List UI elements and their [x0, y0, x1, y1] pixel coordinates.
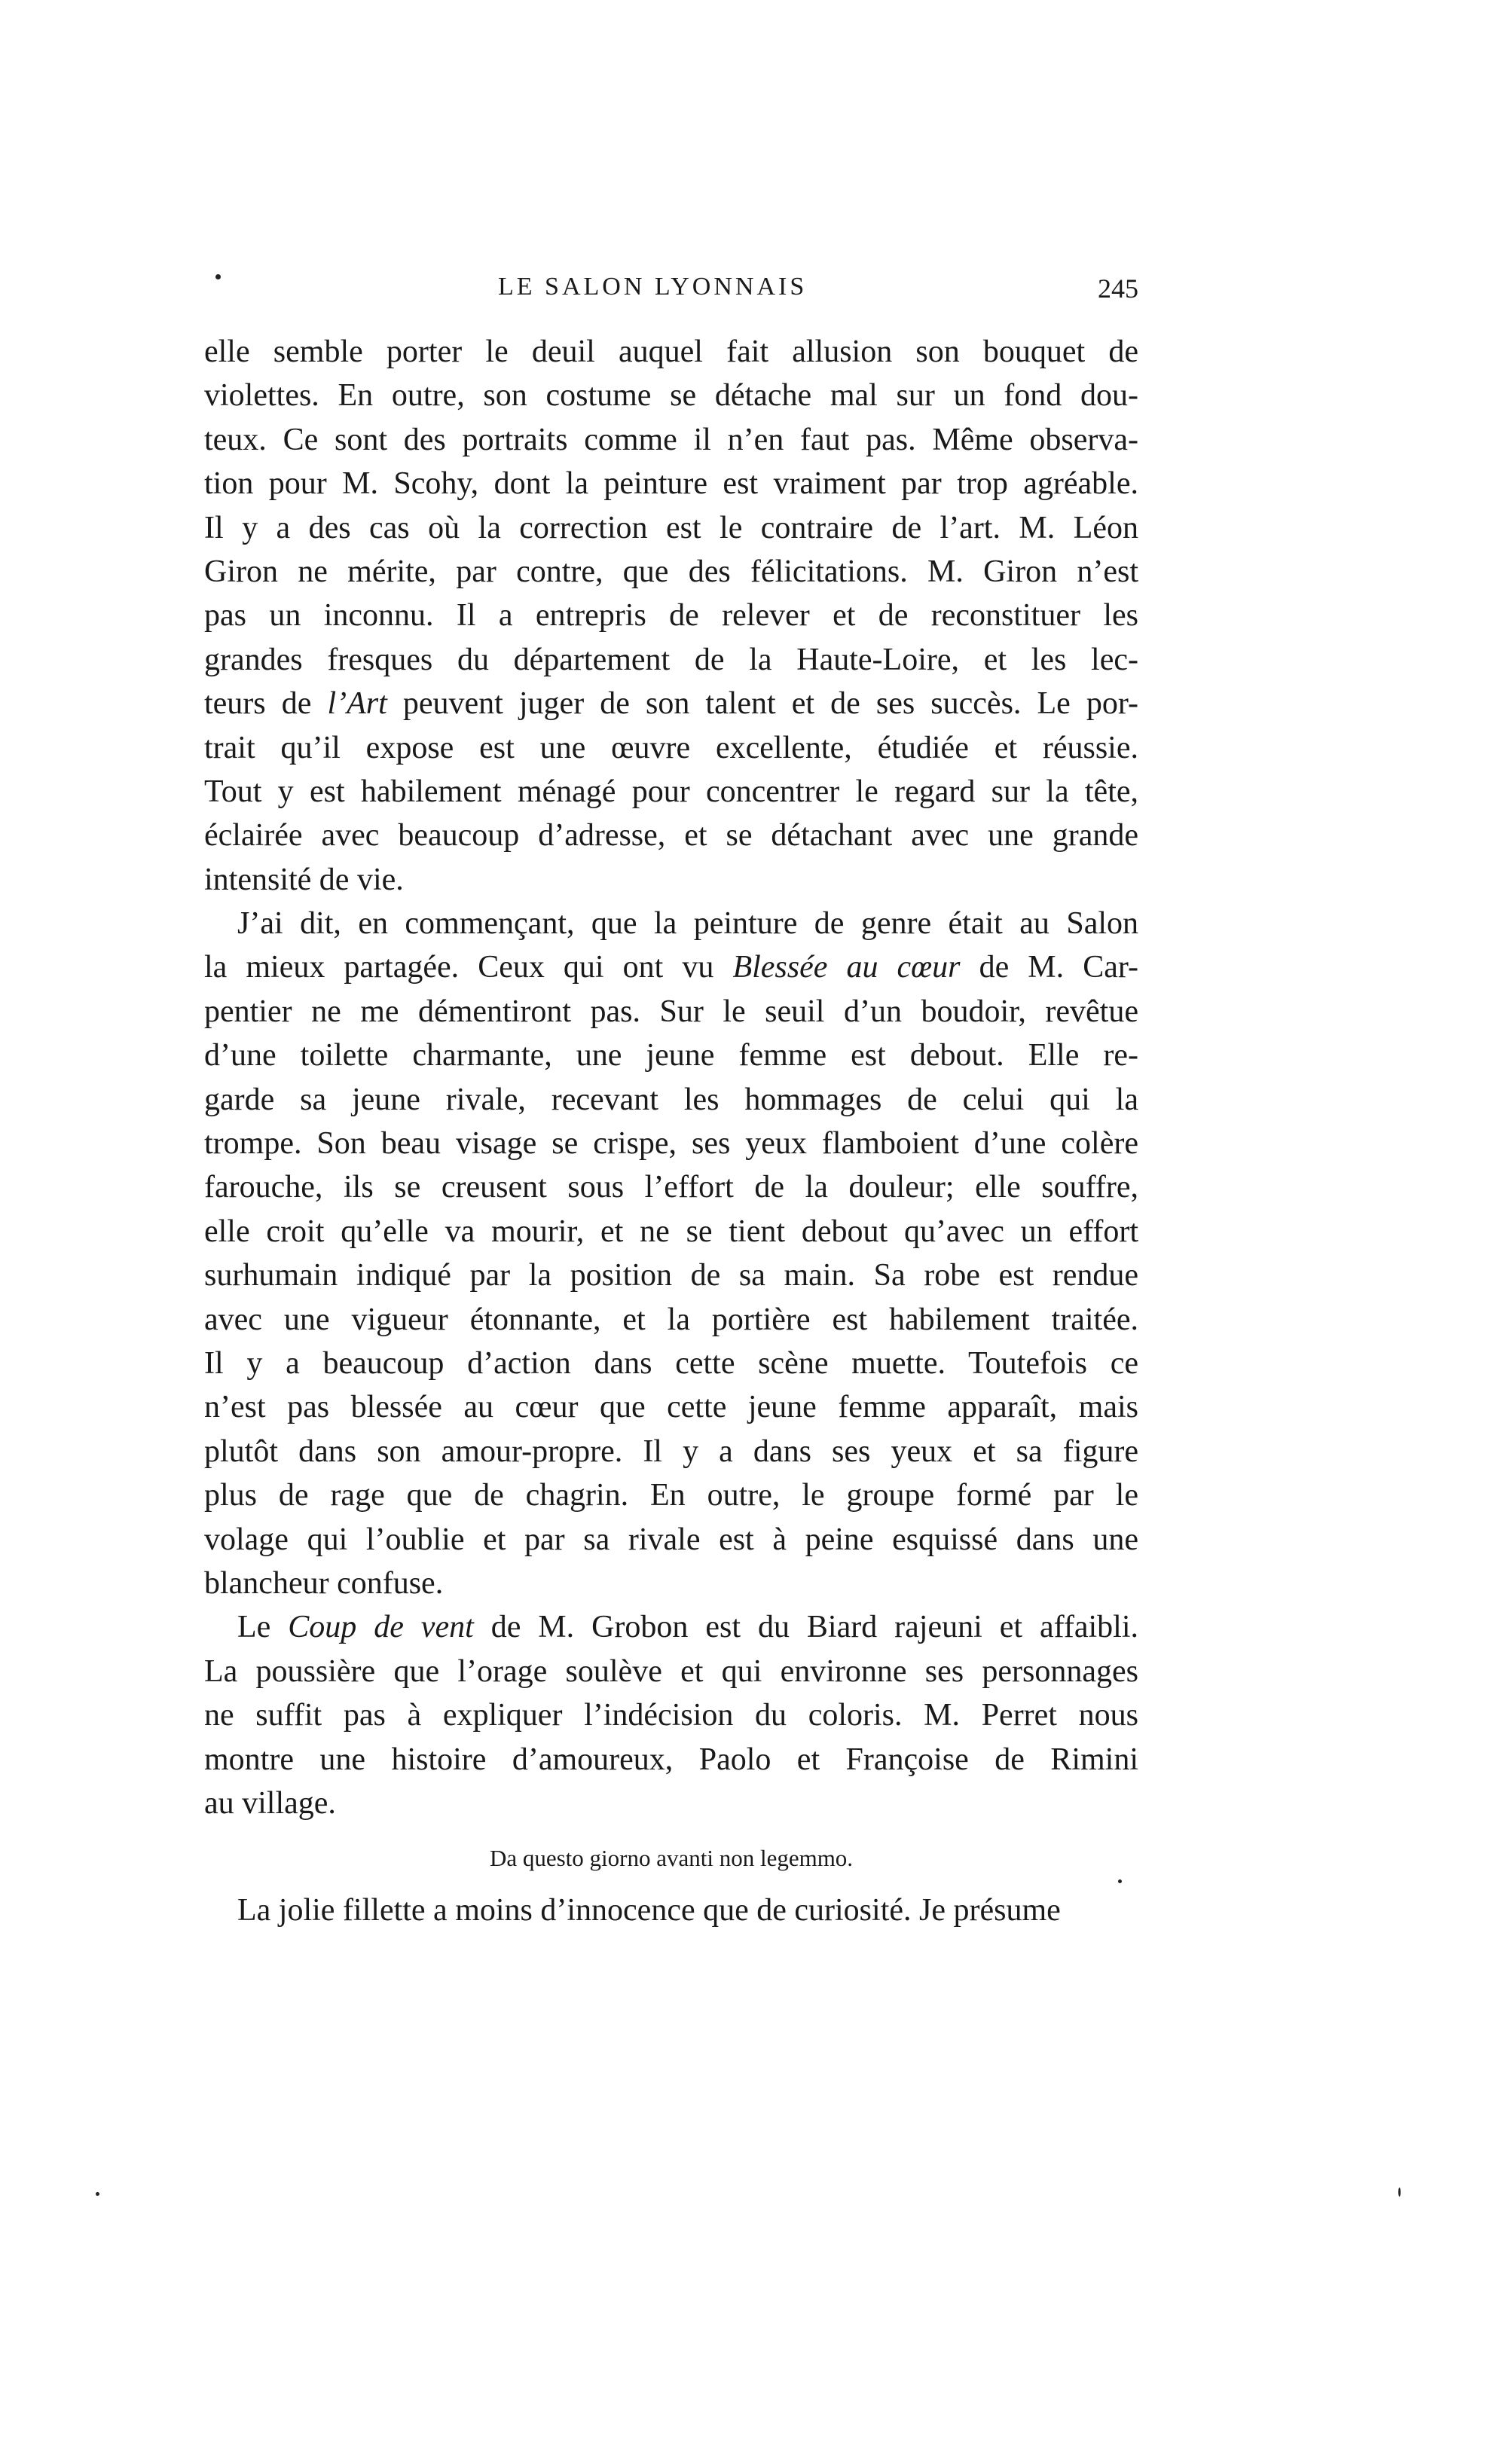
text-line: surhumain indiqué par la position de sa main. Sa robe est rendue: [204, 1258, 1138, 1293]
text-line: ne suffit pas à expliquer l’indécision du coloris. M. Perret nous: [204, 1698, 1138, 1733]
text-line: Il y a des cas où la correction est le contraire de l’art. M. Léon: [204, 510, 1138, 545]
text-line: elle semble porter le deuil auquel fait allusion son bouquet de: [204, 334, 1138, 369]
text-segment: de M. Car-: [960, 950, 1138, 985]
text-line: [204, 1605, 1138, 1649]
paragraph: [204, 1605, 1138, 1825]
text-line: d’une toilette charmante, une jeune femme est debout. Elle re-: [204, 1038, 1138, 1073]
text-segment: peuvent juger de son talent et de ses succès. Le por-: [386, 686, 1138, 722]
text-line: trompe. Son beau visage se crispe, ses yeux flamboient d’une colère: [204, 1126, 1138, 1162]
page-number: 245: [1098, 273, 1138, 304]
text-line: Tout y est habilement ménagé pour concentrer le regard sur la tête,: [204, 774, 1138, 809]
text-line: Giron ne mérite, par contre, que des félicitations. M. Giron n’est: [204, 554, 1138, 589]
text-line: pentier ne me démentiront pas. Sur le seuil d’un boudoir, revêtue: [204, 994, 1138, 1029]
text-line: teux. Ce sont des portraits comme il n’en faut pas. Même observa-: [204, 422, 1138, 457]
text-line: grandes fresques du département de la Haute-Loire, et les lec-: [204, 642, 1138, 677]
running-title: LE SALON LYONNAIS: [498, 273, 808, 301]
block-quote: Da questo giorno avanti non legemmo.: [489, 1845, 854, 1872]
italic-title: l’Art: [327, 686, 387, 722]
text-line: J’ai dit, en commençant, que la peinture de genre était au Salon: [237, 906, 1138, 942]
text-line: garde sa jeune rivale, recevant les hommages de celui qui la: [204, 1082, 1138, 1117]
text-line: éclairée avec beaucoup d’adresse, et se détachant avec une grande: [204, 818, 1138, 853]
text-segment: teurs de: [204, 686, 328, 722]
text-line: intensité de vie.: [204, 862, 404, 897]
text-line: Il y a beaucoup d’action dans cette scène muette. Toutefois ce: [204, 1345, 1138, 1381]
body-text: [204, 330, 1138, 1933]
text-line: au village.: [204, 1785, 336, 1821]
text-line: pas un inconnu. Il a entrepris de relever et de reconstituer les: [204, 598, 1138, 634]
paragraph: [204, 330, 1138, 902]
text-line: farouche, ils se creusent sous l’effort de la douleur; elle souffre,: [204, 1170, 1138, 1205]
text-line: La poussière que l’orage soulève et qui environne ses personnages: [204, 1653, 1138, 1689]
text-line: violettes. En outre, son costume se détache mal sur un fond dou-: [204, 378, 1138, 414]
text-segment: de M. Grobon est du Biard rajeuni et affaibli.: [473, 1610, 1138, 1645]
text-line: plus de rage que de chagrin. En outre, le groupe formé par le: [204, 1478, 1138, 1513]
text-line: elle croit qu’elle va mourir, et ne se tient debout qu’avec un effort: [204, 1214, 1138, 1249]
text-line: volage qui l’oublie et par sa rivale est à peine esquissé dans une: [204, 1522, 1138, 1557]
text-line: La jolie fillette a moins d’innocence que de curiosité. Je présume: [237, 1893, 1061, 1928]
running-head: [204, 270, 1138, 315]
italic-title: Blessée au cœur: [732, 950, 961, 985]
text-line: blancheur confuse.: [204, 1565, 444, 1601]
scan-speck: [96, 2192, 99, 2196]
text-line: [204, 682, 1138, 725]
text-line: avec une vigueur étonnante, et la portière est habilement traitée.: [204, 1302, 1138, 1337]
text-line: montre une histoire d’amoureux, Paolo et Françoise de Rimini: [204, 1742, 1138, 1777]
text-segment: Le: [237, 1610, 289, 1645]
text-line: trait qu’il expose est une œuvre excellente, étudiée et réussie.: [204, 730, 1138, 765]
text-line: n’est pas blessée au cœur que cette jeune femme apparaît, mais: [204, 1390, 1138, 1425]
text-line: plutôt dans son amour-propre. Il y a dans ses yeux et sa figure: [204, 1434, 1138, 1469]
scan-speck: [1398, 2188, 1401, 2197]
paragraph: [204, 902, 1138, 1605]
text-segment: la mieux partagée. Ceux qui ont vu: [204, 950, 733, 985]
text-line: [204, 945, 1138, 989]
text-line: tion pour M. Scohy, dont la peinture est vraiment par trop agréable.: [204, 466, 1138, 502]
italic-title: Coup de vent: [288, 1610, 474, 1645]
